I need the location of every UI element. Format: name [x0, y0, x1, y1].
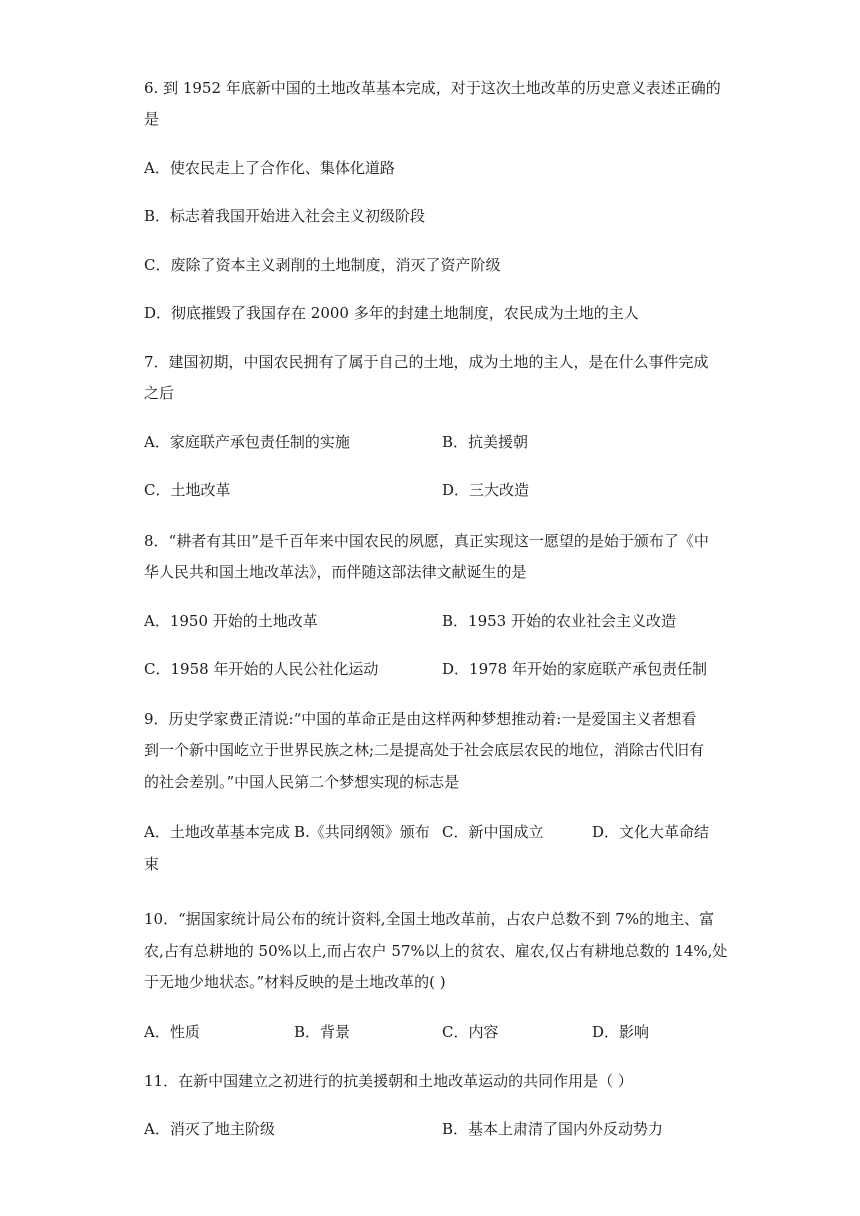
option-d: D．文化大革命结: [592, 823, 710, 841]
option-c: C．废除了资本主义剥削的土地制度，消灭了资产阶级: [144, 256, 501, 274]
option-c: C．1958 年开始的人民公社化运动: [144, 660, 379, 678]
option-b: B．基本上肃清了国内外反动势力: [442, 1120, 664, 1138]
option-a: A．土地改革基本完成: [144, 823, 290, 841]
option-b: B.《共同纲领》颁布: [294, 823, 430, 841]
option-d: D．影响: [592, 1023, 650, 1041]
option-c: C．新中国成立: [442, 823, 544, 841]
question-stem: 9．历史学家费正清说:“中国的革命正是由这样两种梦想推动着:一是爱国主义者想看: [144, 710, 697, 728]
option-c: C．土地改革: [144, 481, 231, 499]
question-stem: 华人民共和国土地改革法》，而伴随这部法律文献诞生的是: [144, 563, 527, 581]
question-stem: 农,占有总耕地的 50%以上,而占农户 57%以上的贫农、雇农,仅占有耕地总数的 14%,处: [144, 942, 728, 960]
option-b: B．背景: [294, 1023, 351, 1041]
question-stem: 是: [144, 110, 160, 128]
question-stem: 6. 到 1952 年底新中国的土地改革基本完成，对于这次土地改革的历史意义表述正确的: [144, 79, 721, 97]
question-stem: 之后: [144, 384, 175, 402]
option-a: A．使农民走上了合作化、集体化道路: [144, 159, 395, 177]
option-c: C．内容: [442, 1023, 499, 1041]
option-d: D．三大改造: [442, 481, 530, 499]
option-a: A．消灭了地主阶级: [144, 1120, 275, 1138]
question-stem: 的社会差别。”中国人民第二个梦想实现的标志是: [144, 773, 460, 791]
question-stem: 8．“耕者有其田”是千百年来中国农民的夙愿，真正实现这一愿望的是始于颁布了《中: [144, 532, 709, 550]
question-stem: 10．“据国家统计局公布的统计资料,全国土地改革前，占农户总数不到 7%的地主、富: [144, 910, 715, 928]
option-b: B．标志着我国开始进入社会主义初级阶段: [144, 207, 426, 225]
option-d: D．彻底摧毁了我国存在 2000 多年的封建土地制度，农民成为土地的主人: [144, 304, 639, 322]
option-d-continuation: 束: [144, 855, 160, 873]
option-b: B．抗美援朝: [442, 433, 529, 451]
option-a: A．性质: [144, 1023, 200, 1041]
question-stem: 到一个新中国屹立于世界民族之林;二是提高处于社会底层农民的地位，消除古代旧有: [144, 741, 705, 759]
question-stem: 7．建国初期，中国农民拥有了属于自己的土地，成为土地的主人，是在什么事件完成: [144, 353, 709, 371]
option-d: D．1978 年开始的家庭联产承包责任制: [442, 660, 707, 678]
option-b: B．1953 开始的农业社会主义改造: [442, 612, 676, 630]
question-stem: 于无地少地状态。”材料反映的是土地改革的( ): [144, 973, 446, 991]
question-stem: 11．在新中国建立之初进行的抗美援朝和土地改革运动的共同作用是（ ）: [144, 1072, 633, 1090]
option-a: A．家庭联产承包责任制的实施: [144, 433, 350, 451]
option-a: A．1950 开始的土地改革: [144, 612, 318, 630]
